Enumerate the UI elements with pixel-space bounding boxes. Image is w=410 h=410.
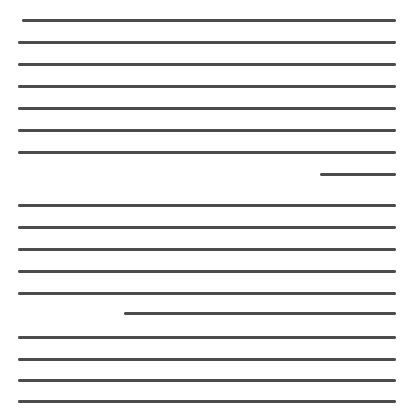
text-line [18,151,396,154]
text-line [18,63,396,66]
text-line [18,107,396,110]
text-line [18,85,396,88]
text-line [18,270,396,273]
paragraph [18,195,396,319]
text-line [18,204,396,207]
text-line [18,226,396,229]
text-line [18,336,396,339]
text-line [124,312,396,315]
text-line [18,400,396,403]
text-line [18,292,396,295]
paragraph [18,10,396,186]
text-line [18,129,396,132]
text-line [18,248,396,251]
text-line [18,358,396,361]
paragraph [18,320,396,406]
text-line [22,19,396,22]
text-line [18,41,396,44]
text-line [18,379,396,382]
text-line [320,173,396,176]
